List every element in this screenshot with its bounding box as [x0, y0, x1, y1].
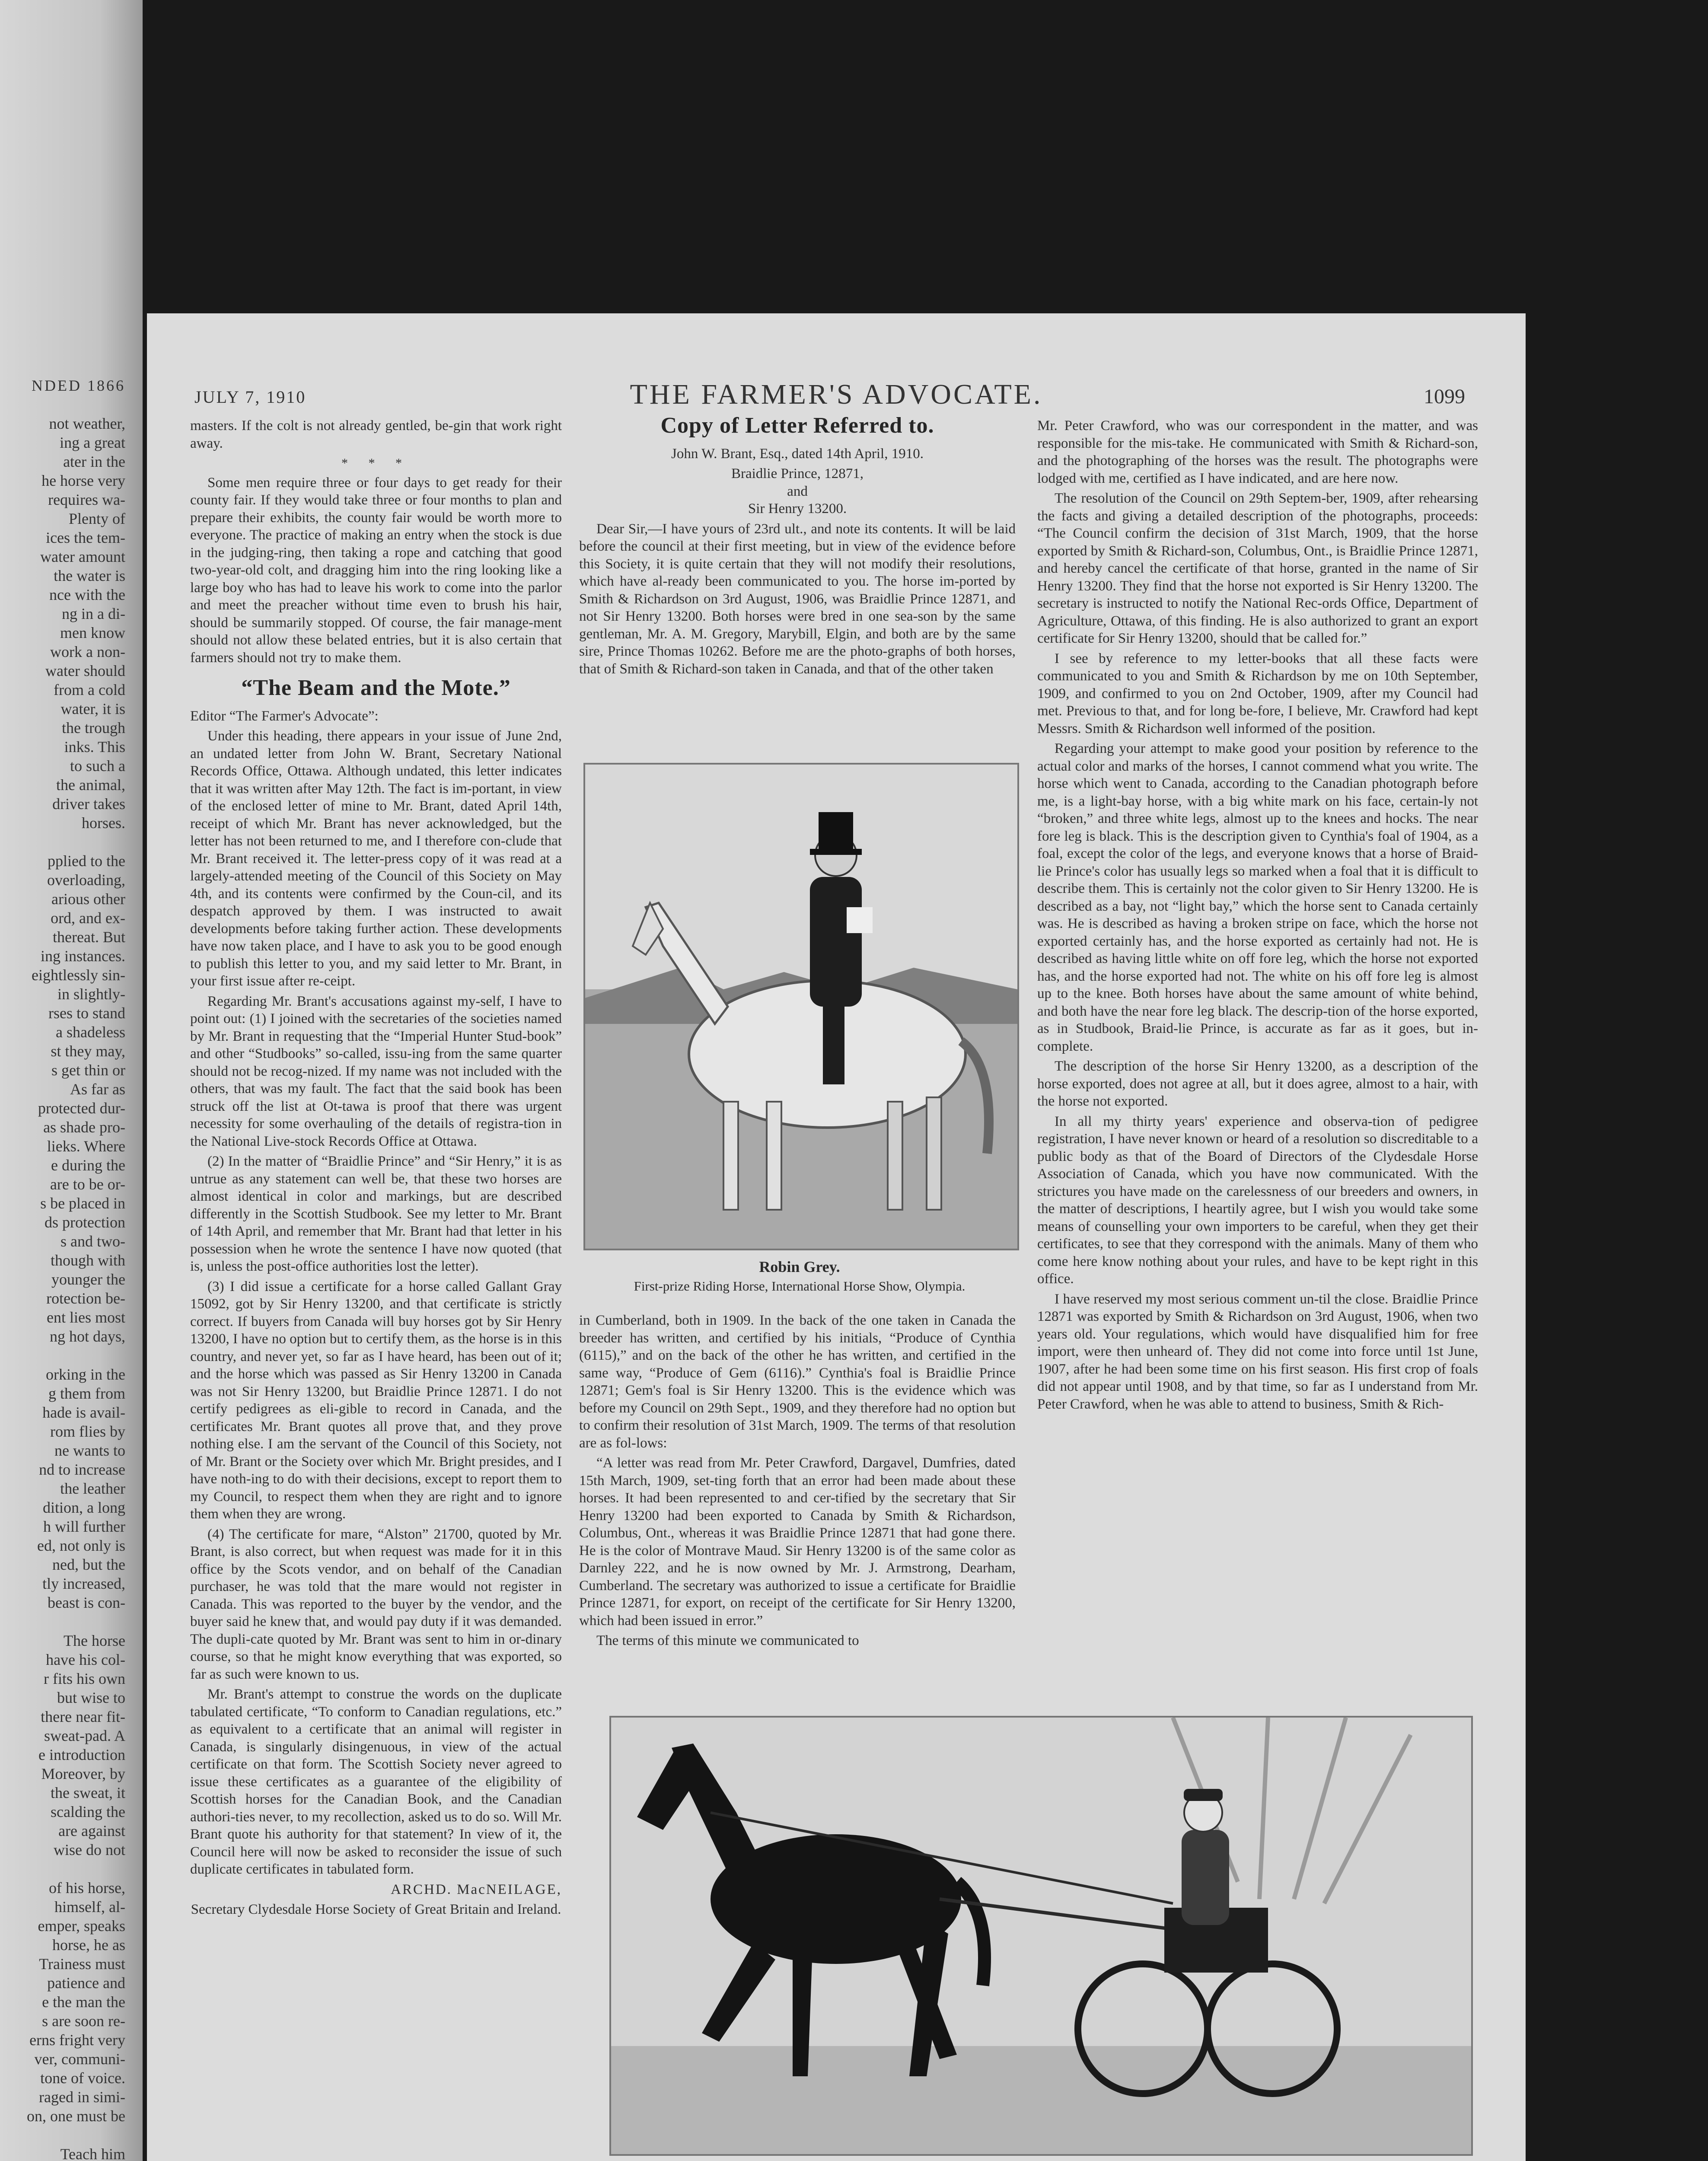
adjacent-page-line: Plenty of — [69, 510, 125, 527]
adjacent-page-line: ices the tem- — [46, 529, 125, 546]
adjacent-page-line: ing instances. — [41, 947, 125, 965]
adjacent-page-line: himself, al- — [54, 1898, 125, 1916]
adjacent-page-line: the leather — [60, 1480, 125, 1497]
adjacent-page-line: thereat. But — [53, 928, 125, 946]
running-header — [147, 376, 1526, 415]
adjacent-page-line: men know — [60, 624, 125, 641]
horse-and-carriage-illustration — [611, 1718, 1471, 2154]
adjacent-page-line: to such a — [70, 757, 125, 775]
paragraph: Mr. Brant's attempt to construe the words on the duplicate tabulated certificate, “To conform to Canadian regulations, etc.” as equivalent to a certificate that an animal will register in Canada, is singularly disingenuous, in view of the actual certificate on that form. The Scottish Society never agreed to issue these certificates as a guarantee of the eligibility of Scottish horses for the Canadian Book, and the Canadian authori-ties never, to my recollection, asked us to do so. Will Mr. Brant quote his authority for that statement? In view of it, the Council here will now be asked to reconsider the issue of such duplicate certificates in tabulated form. — [190, 1686, 562, 1877]
paragraph: “A letter was read from Mr. Peter Crawford, Dargavel, Dumfries, dated 15th March, 1909, set-ting forth that an error had been made about these horses. It had been represented to and cer-tified by the secretary that Sir Henry 13200 had been exported to Canada by Smith & Richardson, Columbus, Ont., whereas it was Braidlie Prince 12871 that had gone there. He is the color of Montrave Maud. Sir Henry 13200 is of the same color as Darnley 222, and he is now owned by Mr. J. Armstrong, Dearham, Cumberland. The secretary was authorized to issue a certificate for Braidlie Prince 12871, for export, on receipt of the certificate for Sir Henry 13200, which had been issued in error.” — [579, 1455, 1016, 1629]
photo-caption: First-prize Riding Horse, International Horse Show, Olympia. — [634, 1278, 966, 1294]
adjacent-page-line: emper, speaks — [38, 1917, 125, 1935]
adjacent-page-line — [0, 2126, 143, 2145]
issue-date: JULY 7, 1910 — [194, 387, 306, 407]
paragraph: Mr. Peter Crawford, who was our correspondent in the matter, and was responsible for the mis-take. He communicated with Smith & Richard-son, and the photographing of the horses was the result. The photographs were lodged with me, certified as I have indicated, and are here now. — [1037, 418, 1478, 486]
adjacent-page-line: rses to stand — [48, 1004, 125, 1022]
adjacent-page-line: patience and — [47, 1974, 125, 1992]
adjacent-page-line: pplied to the — [48, 852, 125, 870]
adjacent-page-line: Moreover, by — [41, 1765, 125, 1782]
paragraph: (2) In the matter of “Braidlie Prince” and “Sir Henry,” it is as untrue as any statement can well be, that these two horses are almost identical in color and markings, but are described differently in the Scottish Studbook. See my letter to Mr. Brant of 14th April, and remember that Mr. Brant had that letter in his possession when he wrote the sentence I have now quoted (that is, unless the post-office authorities lost the letter). — [190, 1154, 562, 1274]
adjacent-page-line: erns fright very — [29, 2031, 125, 2049]
paragraph: Under this heading, there appears in your issue of June 2nd, an undated letter from John W. Brant, Secretary National Records Office, Ottawa. Although undated, this letter indicates that it was written after May 12th. The fact is im-portant, in view of the enclosed letter of mine to Mr. Brant, dated April 14th, receipt of which Mr. Brant has never acknowledged, but the letter has not been returned to me, and I therefore con-clude that Mr. Brant received it. The letter-press copy of it was read at a largely-attended meeting of the Council of this Society on May 4th, and its contents were confirmed by the Coun-cil, and its despatch approved by them. I was instructed to await developments before taking further action. These developments have now taken place, and I have to ask you to be good enough to publish this letter to you, and my said letter to Mr. Brant, in your first issue after re-ceipt. — [190, 728, 562, 989]
adjacent-page-line: the trough — [62, 719, 125, 736]
adjacent-page-line: are to be or- — [50, 1176, 125, 1193]
adjacent-page-line: Teach him — [60, 2145, 125, 2161]
adjacent-page-line: ed, not only is — [37, 1537, 125, 1554]
adjacent-page-line: dition, a long — [43, 1499, 125, 1516]
paragraph: Regarding Mr. Brant's accusations against my-self, I have to point out: (1) I joined with the secretaries of the societies named by Mr. Brant in requesting that the “Imperial Hunter Stud-book” and other “Studbooks” so-called, issu-ing from the same quarter should not be recog-nized. If my name was not included with the others, that was my fault. The fact that the said book has been struck off the list at Ot-tawa is proof that there was urgent necessity for some overhauling of the details of registra-tion in the National Live-stock Records Office at Ottawa. — [190, 993, 562, 1149]
adjacent-page-line: water, it is — [61, 700, 125, 717]
adjacent-page-line: ord, and ex- — [51, 909, 125, 927]
adjacent-page-line: have his col- — [46, 1651, 125, 1668]
adjacent-page-line: not weather, — [49, 415, 125, 432]
adjacent-page-line: younger the — [51, 1271, 125, 1288]
adjacent-page-line — [0, 1346, 143, 1365]
adjacent-page-line: on, one must be — [27, 2107, 125, 2125]
adjacent-page-line: tly increased, — [42, 1575, 125, 1592]
adjacent-page-line: lieks. Where — [47, 1138, 125, 1155]
adjacent-page-line: inks. This — [64, 738, 125, 755]
adjacent-page-line: horses. — [82, 814, 125, 832]
letter-subject: Braidlie Prince, 12871, — [731, 466, 864, 481]
adjacent-page-line: The horse — [64, 1632, 125, 1649]
adjacent-page-line: NDED 1866 — [32, 377, 125, 394]
adjacent-page-line — [0, 832, 143, 851]
adjacent-page-line: there near fit- — [41, 1708, 125, 1725]
paragraph: I have reserved my most serious comment un-til the close. Braidlie Prince 12871 was exported by Smith & Richardson on 3rd August, 1906, when two years old. Your regulations, which would have disqualified him for free import, were then unheard of. They did not come into force until 1st June, 1907, after he had been some time on his first season. His first crop of foals did not appear until 1908, and by that time, so far as I understand from Mr. Peter Crawford, when he was able to attend to business, Smith & Rich- — [1037, 1291, 1478, 1412]
rider-on-horse-illustration — [585, 765, 1017, 1249]
letter-subject: and — [787, 483, 808, 499]
adjacent-page-line: in slightly- — [57, 985, 125, 1003]
paragraph: In all my thirty years' experience and observa-tion of pedigree registration, I have never known or heard of a resolution so discreditable to a public body as that of the Board of Directors of the Clydesdale Horse Association of Canada, which you have now communicated. With the strictures you have made on the carelessness of our breeders and owners, in the matter of descriptions, I heartily agree, but I wish you would take some means of counselling your own importers to be careful, when they get their certificates, to see that they correspond with the animals. Many of them who come here know nothing about your rules, and have to be kept right in this office. — [1037, 1113, 1478, 1287]
adjacent-page-line: beast is con- — [48, 1594, 125, 1611]
paragraph: in Cumberland, both in 1909. In the back of the one taken in Canada the breeder has written, and certified by his initials, “Produce of Cynthia (6115),” and on the back of the other he has written, and certified in the same way, “Produce of Gem (6116).” Cynthia's foal is Braidlie Prince 12871; Gem's foal is Sir Henry 13200. This is the evidence which was before my Council on 29th Sept., 1909, and they therefore had no option but to confirm their resolution of 31st March, 1909. The terms of that resolution are as fol-lows: — [579, 1313, 1016, 1451]
adjacent-page-line: he horse very — [41, 472, 125, 489]
adjacent-page-line: the water is — [54, 567, 125, 584]
paragraph: The terms of this minute we communicated to — [596, 1633, 859, 1648]
adjacent-page-line: work a non- — [50, 643, 125, 660]
column-1 — [190, 417, 562, 1921]
adjacent-page-line: water should — [45, 662, 125, 679]
adjacent-page-line: nce with the — [49, 586, 125, 603]
column-2 — [579, 413, 1016, 680]
adjacent-page-line: ne wants to — [54, 1442, 125, 1459]
adjacent-page-line: from a cold — [54, 681, 125, 698]
adjacent-page-line: driver takes — [52, 795, 125, 813]
adjacent-page-line: e the man the — [42, 1993, 125, 2011]
paragraph: Some men require three or four days to get ready for their county fair. If they would take three or four months to plan and prepare their exhibits, the county fair would be worth more to everyone. The practice of making an entry when the stock is due in the judging-ring, then taking a rope and catching that good two-year-old colt, and dragging him into the ring looking like a large boy who has had to leave his work to come into the parlor and meet the preacher without time even to brush his hair, should be summarily stopped. Of course, the fair manage-ment should not allow these belated entries, but it is also certain that farmers should not try to make them. — [190, 475, 562, 666]
adjacent-page-line: wise do not — [54, 1841, 125, 1858]
adjacent-page-line: ng in a di- — [62, 605, 125, 622]
column-3 — [1037, 417, 1478, 1415]
adjacent-page-line: ver, communi- — [34, 2050, 125, 2068]
adjacent-page-line: scalding the — [51, 1803, 125, 1820]
adjacent-page-line: ing a great — [60, 434, 125, 451]
adjacent-page-line: rom flies by — [50, 1423, 125, 1440]
adjacent-page-line: but wise to — [57, 1689, 125, 1706]
adjacent-page-line — [0, 395, 143, 414]
adjacent-page-line: eightlessly sin- — [32, 966, 125, 984]
adjacent-page-line: e introduction — [38, 1746, 125, 1763]
adjacent-page-line: the sweat, it — [51, 1784, 125, 1801]
paragraph: The resolution of the Council on 29th Septem-ber, 1909, after rehearsing the facts and giving a detailed description of the photographs, proceeds: “The Council confirm the decision of 31st March, 1909, that the horse exported by Smith & Richard-son, Columbus, Ont., is Braidlie Prince 12871, and hereby cancel the certificate of that horse, granted in the name of Sir Henry 13200. They find that the horse not exported is Sir Henry 13200. The secretary is instructed to notify the National Rec-ords Office, Department of Agriculture, Ottawa, of this finding. He is also authorized to grant an export certificate for Sir Henry 13200, should that be called for.” — [1037, 491, 1478, 646]
photo-robin-grey — [583, 763, 1019, 1250]
section-divider: * * * — [341, 456, 411, 470]
adjacent-page-line: ned, but the — [52, 1556, 125, 1573]
adjacent-page-line: s and two- — [61, 1233, 125, 1250]
photo-title: Robin Grey. — [759, 1258, 840, 1275]
adjacent-page-line: horse, he as — [52, 1936, 125, 1954]
adjacent-page-line: tone of voice. — [40, 2069, 125, 2087]
adjacent-page-line: s get thin or — [51, 1061, 125, 1079]
adjacent-page-line: hade is avail- — [42, 1404, 125, 1421]
adjacent-page-line: r fits his own — [44, 1670, 125, 1687]
adjacent-page-line: protected dur- — [38, 1100, 125, 1117]
signature-title: Secretary Clydesdale Horse Society of Great Britain and Ireland. — [191, 1902, 561, 1917]
paragraph: The description of the horse Sir Henry 13200, as a description of the horse exported, does not agree at all, but it does agree, almost to a hair, with the horse not exported. — [1037, 1058, 1478, 1109]
signature: ARCHD. MacNEILAGE, — [391, 1881, 562, 1897]
salutation: Editor “The Farmer's Advocate”: — [190, 708, 379, 724]
adjacent-page-line: overloading, — [47, 871, 125, 889]
paragraph: I see by reference to my letter-books that all these facts were communicated to you and Smith & Richardson by me on 10th September, 1909, and confirmed to you on 2nd October, 1909, after my Council had met. Previous to that, and for long be-fore, I believe, Mr. Crawford had kept Messrs. Smith & Richardson well informed of the position. — [1037, 650, 1478, 736]
adjacent-page-line: ent lies most — [47, 1309, 125, 1326]
adjacent-page-line: g them from — [48, 1385, 125, 1402]
adjacent-page-line: are against — [58, 1822, 125, 1839]
adjacent-page-strip — [0, 0, 143, 2161]
paper-title: THE FARMER'S ADVOCATE. — [630, 379, 1043, 410]
adjacent-page-line: ng hot days, — [50, 1328, 125, 1345]
adjacent-page-line: requires wa- — [48, 491, 125, 508]
adjacent-page-line: ds protection — [45, 1214, 125, 1231]
adjacent-page-line: as shade pro- — [43, 1119, 125, 1136]
adjacent-page-line: orking in the — [46, 1366, 125, 1383]
column-2-continued — [579, 1312, 1016, 1652]
letter-subject: Sir Henry 13200. — [748, 501, 847, 516]
adjacent-page-line: the animal, — [56, 776, 125, 794]
adjacent-page-line — [0, 1612, 143, 1631]
adjacent-page-line: h will further — [43, 1518, 125, 1535]
adjacent-page-line — [0, 1859, 143, 1878]
newspaper-page — [147, 313, 1526, 2161]
paragraph: (3) I did issue a certificate for a horse called Gallant Gray 15092, got by Sir Henry 13200, and that certificate is strictly correct. If buyers from Canada will buy horses got by Sir Henry 13200, I have no option but to certify them, as the horse is in this country, and never yet, so far as I have heard, has been out of it; and the horse which was passed as Sir Henry 13200 in Canada was not Sir Henry 13200, but Braidlie Prince 12871. I do not certify pedigrees as eli-gible to record in Canada, and the certificates Mr. Brant quotes all prove that, and they prove nothing else. I am the servant of the Council of this Society, not of Mr. Brant or the Society over which Mr. Bright presides, and I have noth-ing to do with their decisions, except to report them to my Council, to respect them when they are right and to ignore them when they are wrong. — [190, 1278, 562, 1522]
adjacent-page-line: arious other — [51, 890, 125, 908]
adjacent-page-line: ater in the — [63, 453, 125, 470]
adjacent-page-line: though with — [50, 1252, 125, 1269]
letter-heading: Copy of Letter Referred to. — [660, 413, 934, 438]
paragraph: Regarding your attempt to make good your position by reference to the actual color and marks of the horses, I cannot commend what you write. The horse which went to Canada, according to the Canadian photograph before me, is a light-bay horse, with a big white mark on his face, certain-ly not “broken,” and three white legs, almost up to the knees and hocks. The near fore leg is black. This is the description given to Cynthia's foal of 1904, as a foal, except the color of the legs, and everyone knows that a horse of Braid-lie Prince's color has usually legs so marked when a foal that it is difficult to describe them. This is certainly not the color given to Sir Henry 13200. He is described as a bay, not “light bay,” which the horse sent to Canada certainly was. He is described as having a broken stripe on face, which the horse not exported certainly has, and the horse exported as certainly had not. He is described as having little white on off fore leg, which the horse not exported has, and the horse exported had not. The white on his off fore leg is almost up to the knee. Both horses have about the same amount of white behind, and both have the near fore leg black. The descrip-tion of the horse exported, as in Studbook, Braid-lie Prince, is accurate as far as it goes, but in-complete. — [1037, 741, 1478, 1054]
paragraph: (4) The certificate for mare, “Alston” 21700, quoted by Mr. Brant, is also correct, but when request was made for it in this office by the Scots vendor, and on behalf of the Canadian purchaser, he was told that the mare would not register in Canada. This was reported to the buyer by the vendor, and the buyer said he knew that, and would pay duty if it was demanded. The dupli-cate quoted by Mr. Brant was sent to him in or-dinary course, so that he might know everything that was exported, so far as such were known to us. — [190, 1526, 562, 1682]
photo-invicta — [609, 1716, 1473, 2156]
adjacent-page-line: raged in simi- — [39, 2088, 125, 2106]
adjacent-page-line: nd to increase — [39, 1461, 125, 1478]
adjacent-page-line: As far as — [70, 1080, 125, 1098]
adjacent-page-line: water amount — [40, 548, 125, 565]
adjacent-page-line: s be placed in — [40, 1195, 125, 1212]
adjacent-page-line: Trainess must — [39, 1955, 125, 1973]
article-heading: “The Beam and the Mote.” — [241, 676, 511, 700]
paragraph: masters. If the colt is not already gentled, be-gin that work right away. — [190, 418, 562, 451]
adjacent-page-line: rotection be- — [46, 1290, 125, 1307]
adjacent-page-line: of his horse, — [49, 1879, 125, 1896]
paragraph: Dear Sir,—I have yours of 23rd ult., and note its contents. It will be laid before the council at their first meeting, but in view of the evidence before this Society, it is quite certain that they will not modify their resolutions, which have al-ready been communicated to you. The horse im-ported by Smith & Richardson on 3rd August, 1906, was Braidlie Prince 12871, and not Sir Henry 13200. Both horses were bred in one sea-son by the same gentleman, Mr. A. M. Gregory, Marybill, Elgin, and both are by the same sire, Prince Thomas 10262. Before me are the photo-graphs of both horses, that of Smith & Richard-son taken in Canada, and that of the other taken — [579, 521, 1016, 677]
adjacent-page-line: e during the — [51, 1157, 125, 1174]
letter-address: John W. Brant, Esq., dated 14th April, 1910. — [671, 446, 924, 462]
adjacent-page-line: sweat-pad. A — [44, 1727, 125, 1744]
adjacent-page-line: a shadeless — [56, 1023, 125, 1041]
adjacent-page-line: st they may, — [51, 1042, 125, 1060]
adjacent-page-line: s are soon re- — [42, 2012, 125, 2030]
page-number: 1099 — [1424, 385, 1465, 408]
